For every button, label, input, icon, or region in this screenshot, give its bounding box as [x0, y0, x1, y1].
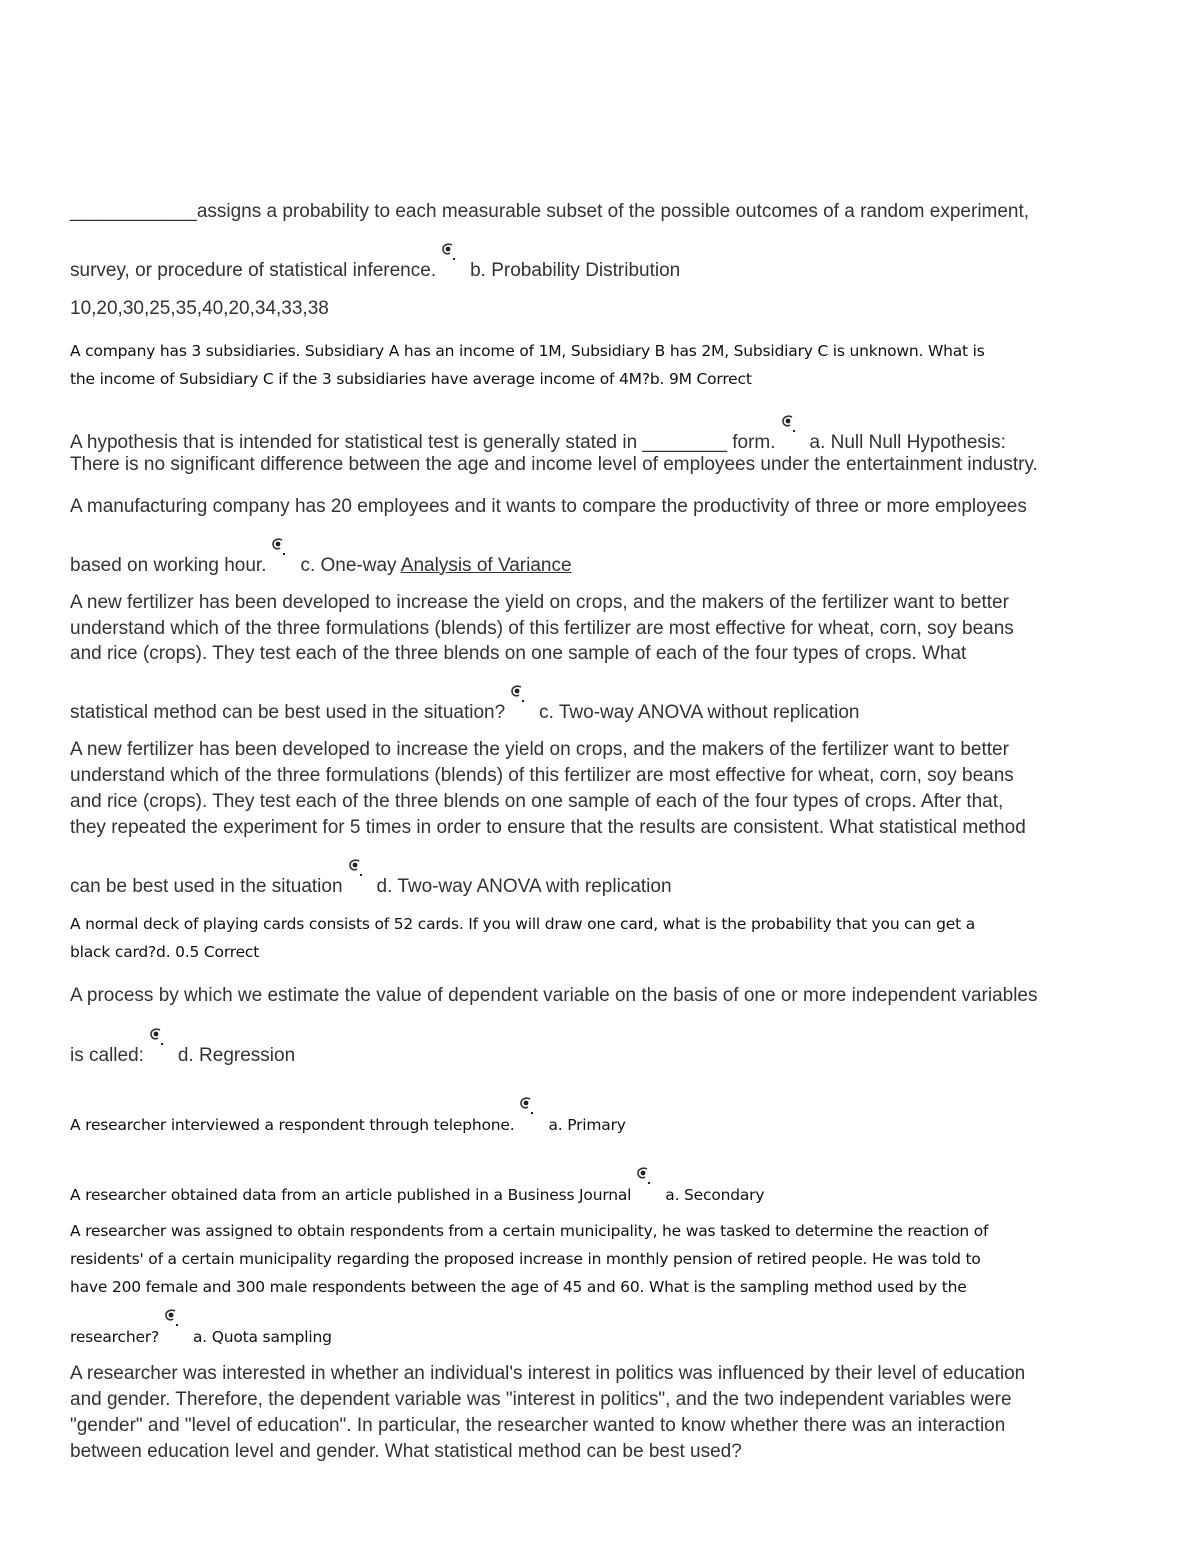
question-text: A hypothesis that is intended for statistical test is generally stated in ________ form. [70, 432, 776, 453]
question-12-line-1 [70, 1363, 1025, 1385]
cursor-icon [440, 242, 456, 264]
question-text: assigns a probability to each measurable subset of the possible outcomes of a random experiment, [196, 201, 1030, 222]
question-6-line-4 [70, 817, 1026, 839]
question-2-line-1 [70, 342, 985, 360]
answer-text: There is no significant difference between the age and income level of employees under the entertainment industry. [70, 454, 1038, 475]
question-text: residents' of a certain municipality regarding the proposed increase in monthly pension of retired people. He was told to [70, 1250, 981, 1268]
question-text: survey, or procedure of statistical inference. [70, 260, 437, 281]
cursor-icon [163, 1308, 179, 1330]
question-text: A manufacturing company has 20 employees and it wants to compare the productivity of three or more employees [70, 496, 1027, 517]
question-text: A researcher was interested in whether an individual's interest in politics was influenced by their level of education [70, 1363, 1026, 1384]
question-10-line [70, 1180, 764, 1204]
answer-text: a. Quota sampling [193, 1328, 332, 1346]
answer-text: b. Probability Distribution [470, 260, 681, 281]
question-text: A process by which we estimate the value of dependent variable on the basis of one or more independent variables [70, 985, 1038, 1006]
question-12-line-4 [70, 1441, 742, 1463]
answer-text: c. Two-way ANOVA without replication [539, 702, 860, 723]
question-text: statistical method can be best used in the situation? [70, 702, 506, 723]
answer-text: d. Two-way ANOVA with replication [376, 876, 672, 897]
question-1-line-2 [70, 256, 680, 282]
question-4-line-1 [70, 496, 1027, 518]
cursor-icon [780, 414, 796, 436]
question-text: understand which of the three formulations (blends) of this fertilizer are most effective for wheat, corn, soy beans [70, 618, 1014, 639]
cursor-icon [518, 1096, 534, 1118]
question-11-line-1 [70, 1222, 988, 1240]
question-text: A new fertilizer has been developed to increase the yield on crops, and the makers of the fertilizer want to better [70, 592, 1009, 613]
question-text: A researcher obtained data from an article published in a Business Journal [70, 1186, 632, 1204]
question-3-line-2 [70, 454, 1038, 476]
answer-text: c. One-way [300, 555, 401, 576]
question-text: A company has 3 subsidiaries. Subsidiary A has an income of 1M, Subsidiary B has 2M, Subsidiary C is unknown. What is [70, 342, 985, 360]
question-8-line-2 [70, 1041, 295, 1067]
question-text: A new fertilizer has been developed to increase the yield on crops, and the makers of the fertilizer want to better [70, 739, 1009, 760]
question-text: and rice (crops). They test each of the three blends on one sample of each of the four types of crops. After that, [70, 791, 1004, 812]
cursor-icon [270, 537, 286, 559]
question-text: between education level and gender. What statistical method can be best used? [70, 1441, 742, 1462]
answer-text: a. Null Null Hypothesis: [809, 432, 1006, 453]
question-6-line-1 [70, 739, 1009, 761]
question-text: and gender. Therefore, the dependent variable was "interest in politics", and the two independent variables were [70, 1389, 1012, 1410]
question-6-line-5 [70, 872, 672, 898]
question-11-line-3 [70, 1278, 967, 1296]
answer-text: a. Primary [548, 1116, 626, 1134]
question-6-line-2 [70, 765, 1014, 787]
answer-link[interactable]: Analysis of Variance [400, 555, 572, 576]
question-8-line-1 [70, 985, 1038, 1007]
question-11-line-4 [70, 1322, 332, 1346]
question-4-line-2 [70, 551, 572, 577]
question-5-line-4 [70, 698, 859, 724]
question-6-line-3 [70, 791, 1003, 813]
question-text: is called: [70, 1045, 144, 1066]
question-text: A researcher interviewed a respondent through telephone. [70, 1116, 515, 1134]
question-5-line-2 [70, 618, 1014, 640]
question-text: understand which of the three formulations (blends) of this fertilizer are most effective for wheat, corn, soy beans [70, 765, 1014, 786]
answer-text: d. Regression [177, 1045, 296, 1066]
question-text: and rice (crops). They test each of the three blends on one sample of each of the four types of crops. What [70, 643, 967, 664]
question-2-line-2 [70, 370, 752, 388]
question-text: researcher? [70, 1328, 159, 1346]
question-1-line-1 [70, 201, 1029, 223]
question-text: A researcher was assigned to obtain respondents from a certain municipality, he was tasked to determine the reaction of [70, 1222, 989, 1240]
question-text: based on working hour. [70, 555, 267, 576]
question-12-line-2 [70, 1389, 1012, 1411]
question-text: the income of Subsidiary C if the 3 subsidiaries have average income of 4M?b. 9M Correct [70, 370, 752, 388]
question-text: "gender" and "level of education". In particular, the researcher wanted to know whether there was an interaction [70, 1415, 1006, 1436]
cursor-icon [635, 1166, 651, 1188]
question-12-line-3 [70, 1415, 1005, 1437]
question-text: they repeated the experiment for 5 times in order to ensure that the results are consistent. What statistical method [70, 817, 1026, 838]
cursor-icon [347, 858, 363, 880]
question-3-line-1 [70, 428, 1006, 454]
question-text: A normal deck of playing cards consists of 52 cards. If you will draw one card, what is the probability that you can get a [70, 915, 976, 933]
question-text: can be best used in the situation [70, 876, 343, 897]
question-9-line [70, 1110, 626, 1134]
data-values: 10,20,30,25,35,40,20,34,33,38 [70, 298, 329, 319]
blank-underline: ____________ [70, 201, 197, 222]
question-11-line-2 [70, 1250, 981, 1268]
question-5-line-3 [70, 643, 966, 665]
answer-text: a. Secondary [665, 1186, 765, 1204]
question-7-line-2 [70, 943, 259, 961]
question-5-line-1 [70, 592, 1009, 614]
question-text: black card?d. 0.5 Correct [70, 943, 260, 961]
cursor-icon [509, 684, 525, 706]
question-text: have 200 female and 300 male respondents between the age of 45 and 60. What is the sampling method used by the [70, 1278, 967, 1296]
data-values-line [70, 298, 329, 320]
cursor-icon [148, 1027, 164, 1049]
question-7-line-1 [70, 915, 975, 933]
